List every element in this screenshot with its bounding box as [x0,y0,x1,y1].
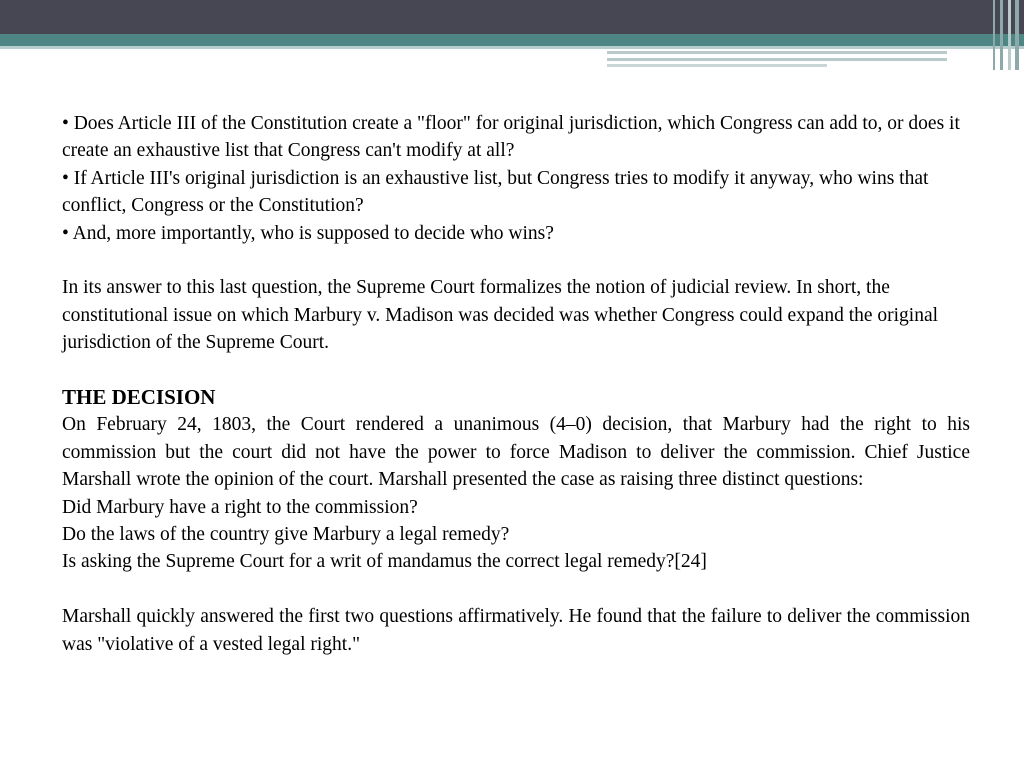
slide-body [62,110,970,658]
question-item: Is asking the Supreme Court for a writ of mandamus the correct legal remedy?[24] [62,551,707,573]
question-item: Did Marbury have a right to the commission? [62,496,418,518]
decision-heading: THE DECISION [62,385,216,410]
header-stripe [607,51,947,54]
paragraph-gap [62,576,970,603]
header-bar [0,0,1024,34]
bullet-item: • Does Article III of the Constitution create a "floor" for original jurisdiction, which Congress can add to, or does it create an exhaustive list that Congress can't modify at all? [62,113,960,162]
header-vertical-line [1015,0,1019,70]
bullet-item: • If Article III's original jurisdiction is an exhaustive list, but Congress tries to modify it anyway, who wins that conflict, Congress or the Constitution? [62,167,929,217]
header-accent-band [0,34,1024,46]
header-stripe [607,58,947,61]
header-vertical-line [1008,0,1011,70]
intro-paragraph: In its answer to this last question, the Supreme Court formalizes the notion of judicial review. In short, the constitutional issue on which Marbury v. Madison was decided was whether Congress could expand the original jurisdiction of the Supreme Court. [62,277,939,354]
header-vertical-line [1000,0,1003,70]
question-item: Do the laws of the country give Marbury a legal remedy? [62,524,510,546]
closing-paragraph: Marshall quickly answered the first two questions affirmatively. He found that the failure to deliver the commission was "violative of a vested legal right." [62,606,970,655]
header-stripe [607,64,827,67]
decision-paragraph: On February 24, 1803, the Court rendered a unanimous (4–0) decision, that Marbury had the right to his commission but the court did not have the power to force Madison to deliver the commission. Chief Justice Marshall wrote the opinion of the court. Marshall presented the case as raising three distinct questions: [62,414,970,491]
paragraph-gap [62,357,970,384]
header-vertical-line [993,0,995,70]
paragraph-gap [62,247,970,274]
bullet-item: • And, more importantly, who is supposed to decide who wins? [62,222,554,244]
